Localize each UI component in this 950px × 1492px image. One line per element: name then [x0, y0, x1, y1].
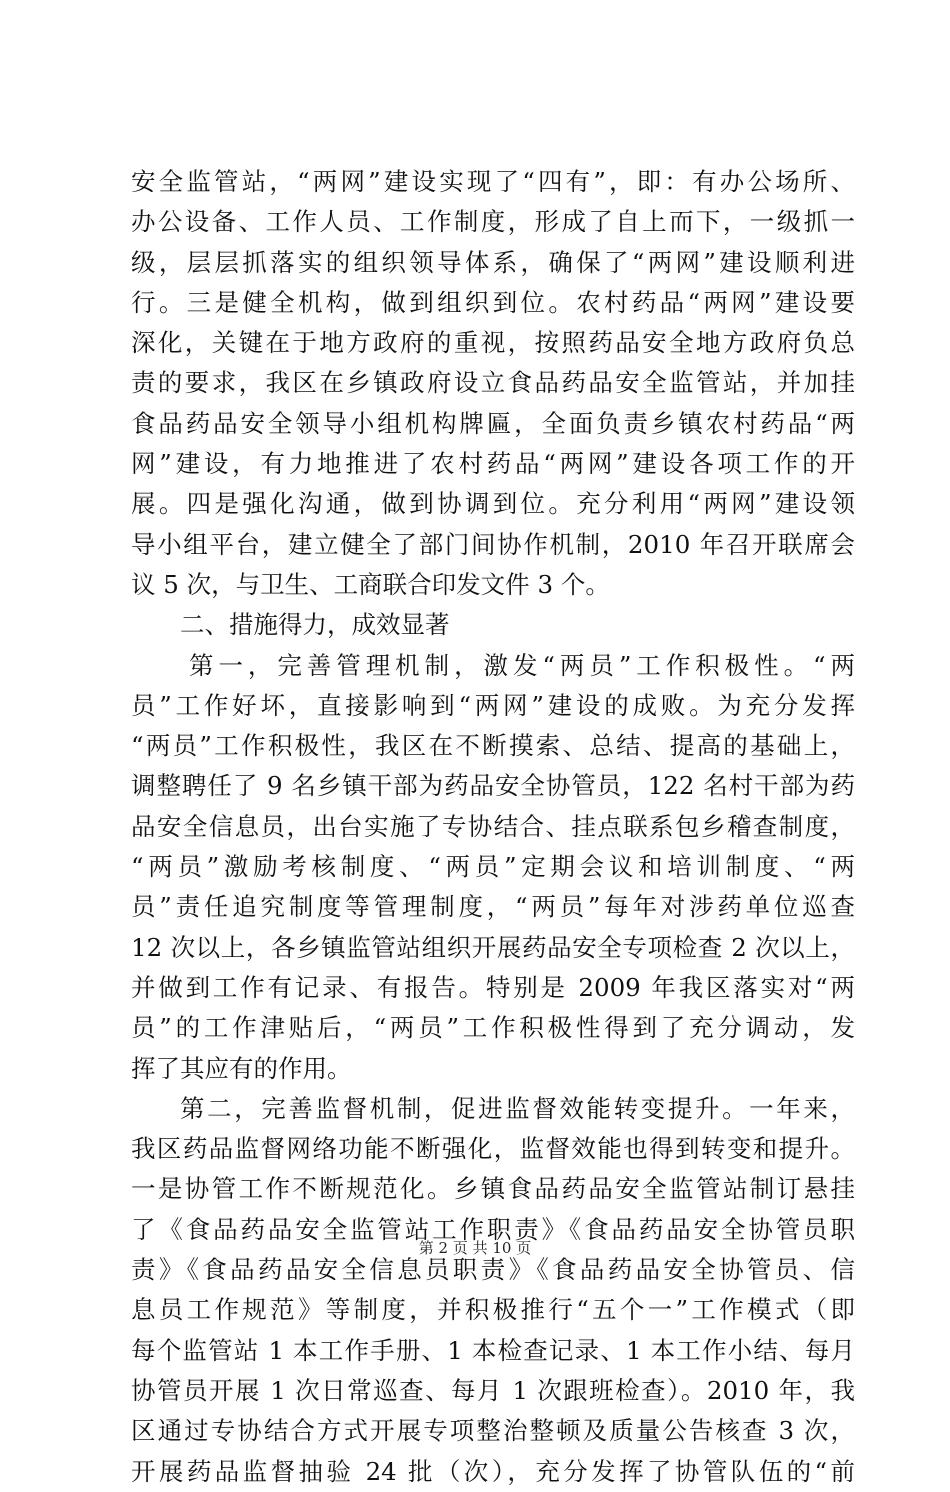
section-heading: 二、措施得力，成效显著 — [180, 610, 450, 640]
text-line: 品安全信息员，出台实施了专协结合、挂点联系包乡稽查制度， — [131, 811, 855, 841]
text-line: 并做到工作有记录、有报告。特别是 2009 年我区落实对“两 — [131, 972, 855, 1002]
text-line: 展。四是强化沟通，做到协调到位。充分利用“两网”建设领 — [131, 489, 855, 519]
paragraph-first-line: 第二，完善监督机制，促进监督效能转变提升。一年来， — [180, 1093, 855, 1123]
text-line: 食品药品安全领导小组机构牌匾，全面负责乡镇农村药品“两 — [131, 408, 855, 438]
text-line: 责》《食品药品安全信息员职责》《食品药品安全协管员、信 — [131, 1255, 855, 1285]
text-line: 议 5 次，与卫生、工商联合印发文件 3 个。 — [131, 569, 610, 599]
text-line: 级，层层抓落实的组织领导体系，确保了“两网”建设顺利进 — [131, 247, 855, 277]
text-line: “两员”激励考核制度、“两员”定期会议和培训制度、“两 — [131, 852, 855, 882]
text-line: 员”工作好坏，直接影响到“两网”建设的成败。为充分发挥 — [131, 690, 855, 720]
text-line: 调整聘任了 9 名乡镇干部为药品安全协管员，122 名村干部为药 — [131, 771, 855, 801]
text-line: 开展药品监督抽验 24 批（次），充分发挥了协管队伍的“前 — [131, 1456, 855, 1486]
text-line: 导小组平台，建立健全了部门间协作机制，2010 年召开联席会 — [131, 529, 855, 559]
text-line: 员”的工作津贴后，“两员”工作积极性得到了充分调动，发 — [131, 1013, 855, 1043]
text-line: 区通过专协结合方式开展专项整治整顿及质量公告核查 3 次， — [131, 1416, 855, 1446]
text-line: 了《食品药品安全监管站工作职责》《食品药品安全协管员职 — [131, 1214, 855, 1244]
text-line: 12 次以上，各乡镇监管站组织开展药品安全专项检查 2 次以上， — [131, 932, 855, 962]
text-line: 员”责任追究制度等管理制度，“两员”每年对涉药单位巡查 — [131, 892, 855, 922]
text-line: 一是协管工作不断规范化。乡镇食品药品安全监管站制订悬挂 — [131, 1174, 855, 1204]
text-line: “两员”工作积极性，我区在不断摸索、总结、提高的基础上， — [131, 731, 855, 761]
text-line: 协管员开展 1 次日常巡查、每月 1 次跟班检查）。2010 年，我 — [131, 1375, 855, 1405]
text-line: 深化，关键在于地方政府的重视，按照药品安全地方政府负总 — [131, 328, 855, 358]
text-line: 我区药品监督网络功能不断强化，监督效能也得到转变和提升。 — [131, 1134, 855, 1164]
text-line: 每个监管站 1 本工作手册、1 本检查记录、1 本工作小结、每月 — [131, 1335, 855, 1365]
text-line: 行。三是健全机构，做到组织到位。农村药品“两网”建设要 — [131, 287, 855, 317]
text-line: 责的要求，我区在乡镇政府设立食品药品安全监管站，并加挂 — [131, 368, 855, 398]
text-line: 安全监管站，“两网”建设实现了“四有”，即：有办公场所、 — [131, 167, 855, 196]
document-body — [131, 162, 855, 1492]
text-line: 办公设备、工作人员、工作制度，形成了自上而下，一级抓一 — [131, 207, 855, 237]
paragraph-first-line: 第一，完善管理机制，激发“两员”工作积极性。“两 — [189, 650, 855, 680]
text-line: 网”建设，有力地推进了农村药品“两网”建设各项工作的开 — [131, 449, 855, 479]
page-number-footer: 第 2 页 共 10 页 — [418, 1239, 532, 1257]
text-line: 息员工作规范》等制度，并积极推行“五个一”工作模式（即 — [131, 1295, 855, 1325]
text-line: 挥了其应有的作用。 — [131, 1053, 352, 1083]
